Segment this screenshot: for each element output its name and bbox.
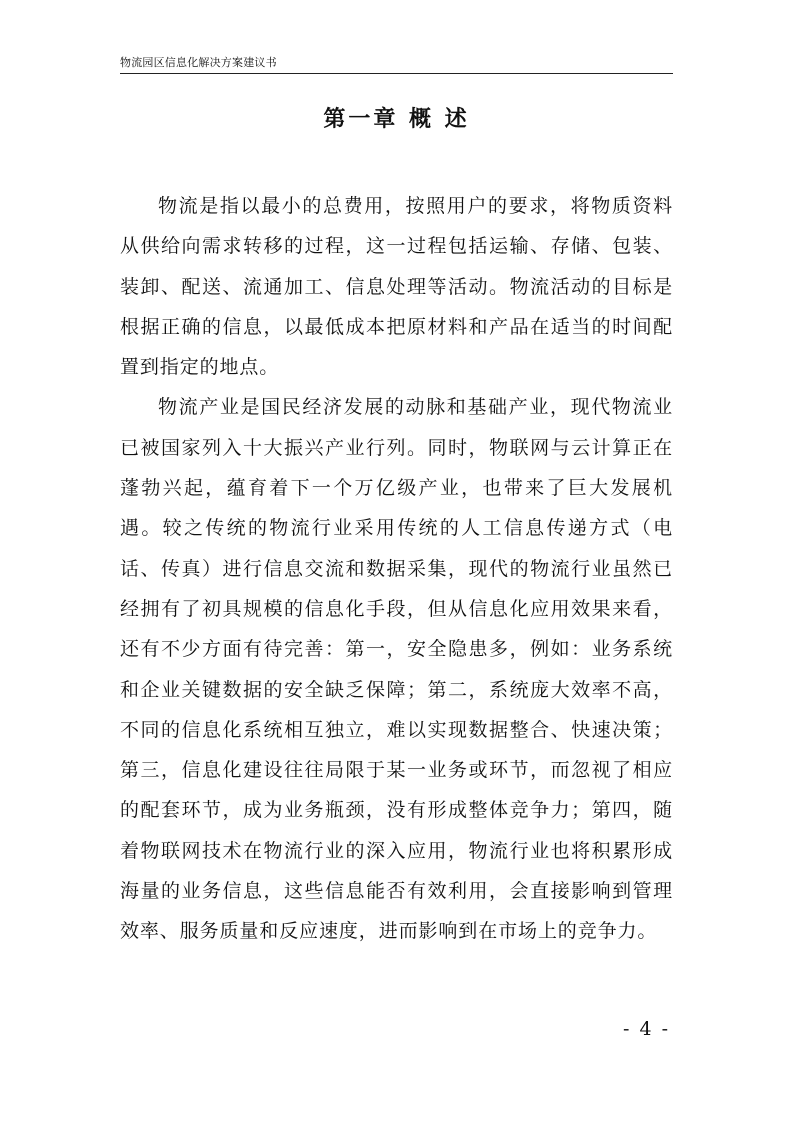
header-divider [120,73,673,74]
page-number: - 4 - [623,1018,671,1040]
chapter-title: 第一章 概 述 [323,106,470,132]
paragraph-2: 物流产业是国民经济发展的动脉和基础产业，现代物流业已被国家列入十大振兴产业行列。同时，物联网与云计算正在蓬勃兴起，蕴育着下一个万亿级产业，也带来了巨大发展机遇。较之传统的物流行业采用传统的人工信息传递方式（电话、传真）进行信息交流和数据采集，现代的物流行业虽然已经拥有了初具规模的信息化手段，但从信息化应用效果来看，还有不少方面有待完善：第一，安全隐患多，例如：业务系统和企业关键数据的安全缺乏保障；第二，系统庞大效率不高，不同的信息化系统相互独立，难以实现数据整合、快速决策；第三，信息化建设往往局限于某一业务或环节，而忽视了相应的配套环节，成为业务瓶颈，没有形成整体竞争力；第四，随着物联网技术在物流行业的深入应用，物流行业也将积累形成海量的业务信息，这些信息能否有效利用，会直接影响到管理效率、服务质量和反应速度，进而影响到在市场上的竞争力。 [120,396,673,943]
paragraph-1: 物流是指以最小的总费用，按照用户的要求，将物质资料从供给向需求转移的过程，这一过程包括运输、存储、包装、装卸、配送、流通加工、信息处理等活动。物流活动的目标是根据正确的信息，以最低成本把原材料和产品在适当的时间配置到指定的地点。 [120,195,673,379]
document-body [120,186,673,952]
running-header: 物流园区信息化解决方案建议书 [120,56,277,69]
